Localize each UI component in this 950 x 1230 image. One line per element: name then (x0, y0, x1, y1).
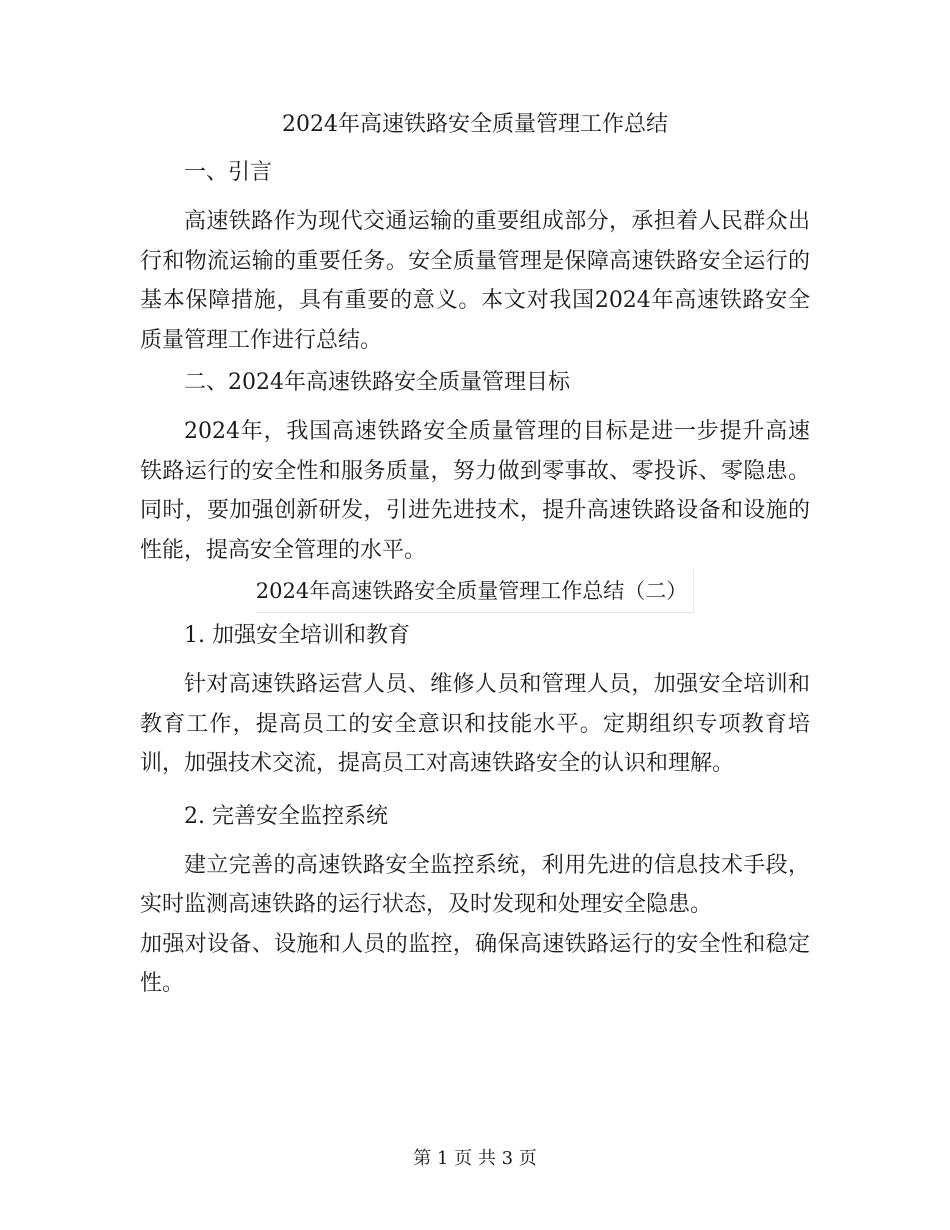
document-body (140, 100, 810, 1004)
paragraph-safety-training: 针对高速铁路运营人员、维修人员和管理人员，加强安全培训和教育工作，提高员工的安全意识和技能水平。定期组织专项教育培训，加强技术交流，提高员工对高速铁路安全的认识和理解。 (140, 672, 810, 776)
paragraph-introduction: 高速铁路作为现代交通运输的重要组成部分，承担着人民群众出行和物流运输的重要任务。安全质量管理是保障高速铁路安全运行的基本保障措施，具有重要的意义。本文对我国2024年高速铁路安全质量管理工作进行总结。 (140, 209, 810, 353)
item-heading-safety-training: 1. 加强安全培训和教育 (184, 623, 410, 648)
page-number-footer: 第 1 页 共 3 页 (413, 1148, 537, 1169)
section-heading-goals: 二、2024年高速铁路安全质量管理目标 (184, 370, 570, 395)
item-heading-monitoring-system: 2. 完善安全监控系统 (184, 803, 388, 829)
paragraph-monitoring-system-continued: 加强对设备、设施和人员的监控，确保高速铁路运行的安全性和稳定性。 (140, 931, 810, 996)
document-title: 2024年高速铁路安全质量管理工作总结 (282, 112, 668, 137)
section-heading-introduction: 一、引言 (184, 160, 273, 185)
subtitle-text: 2024年高速铁路安全质量管理工作总结（二） (256, 570, 694, 613)
paragraph-monitoring-system: 建立完善的高速铁路安全监控系统，利用先进的信息技术手段，实时监测高速铁路的运行状态，及时发现和处理安全隐患。 (140, 852, 810, 917)
document-subtitle (140, 570, 810, 613)
paragraph-goals: 2024年，我国高速铁路安全质量管理的目标是进一步提升高速铁路运行的安全性和服务质量，努力做到零事故、零投诉、零隐患。同时，要加强创新研发，引进先进技术，提升高速铁路设备和设施的性能，提高安全管理的水平。 (140, 419, 810, 563)
